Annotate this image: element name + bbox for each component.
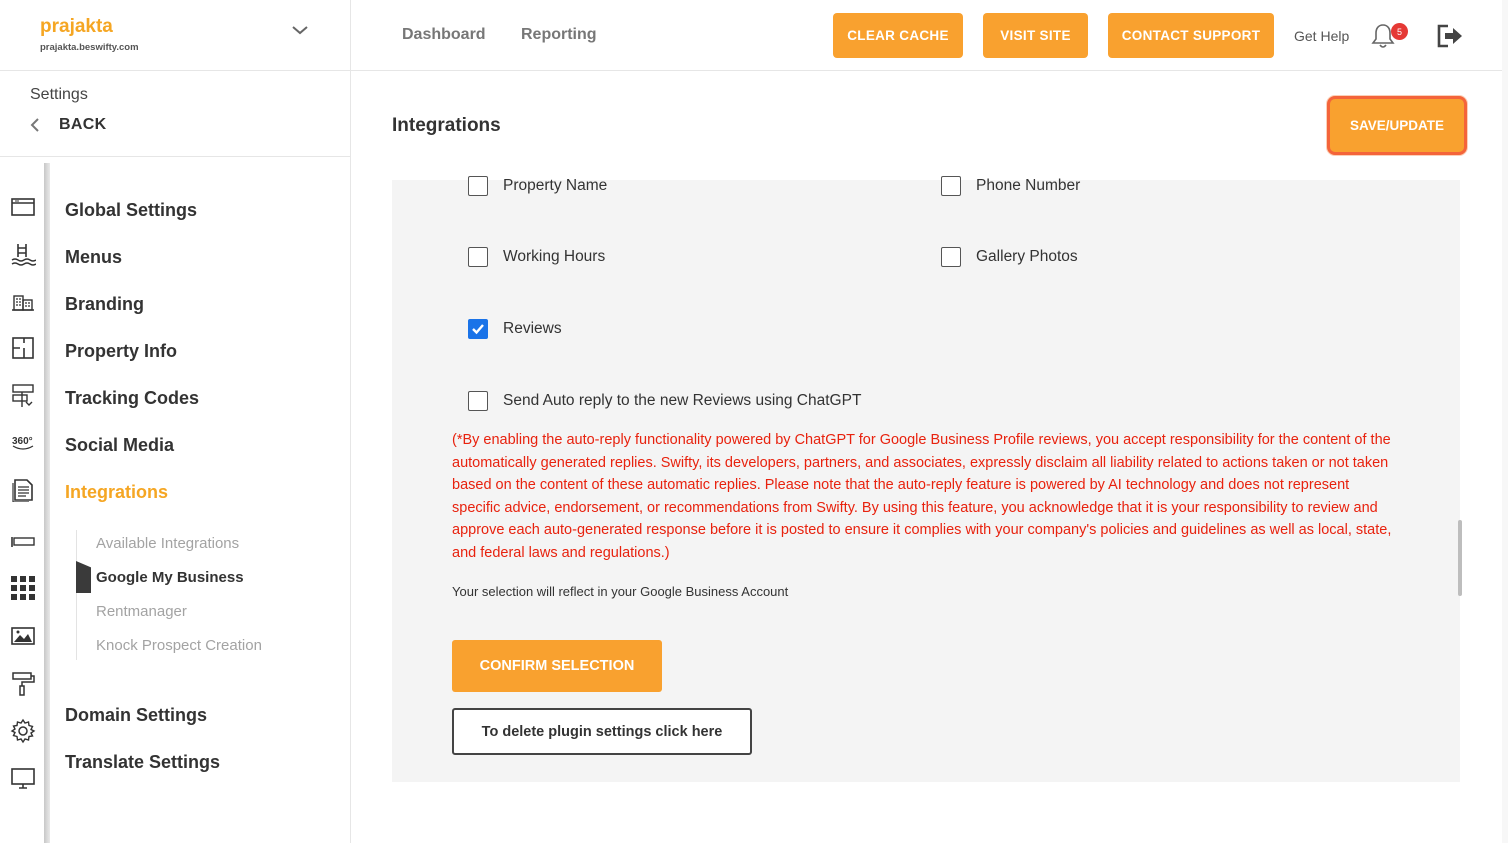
checkbox-reviews[interactable] bbox=[468, 319, 562, 339]
contact-support-button[interactable]: CONTACT SUPPORT bbox=[1108, 13, 1274, 58]
save-update-button[interactable]: SAVE/UPDATE bbox=[1327, 96, 1467, 155]
nav-dashboard[interactable]: Dashboard bbox=[402, 26, 486, 43]
document-icon[interactable] bbox=[9, 475, 36, 502]
paint-roller-icon[interactable] bbox=[9, 669, 36, 696]
menu-item-property-info[interactable]: Property Info bbox=[65, 341, 178, 361]
brand-url: prajakta.beswifty.com bbox=[40, 42, 139, 53]
chevron-down-icon[interactable] bbox=[290, 22, 310, 38]
checkmark-icon bbox=[471, 323, 485, 335]
visit-site-button[interactable]: VISIT SITE bbox=[983, 13, 1088, 58]
clear-cache-button[interactable]: CLEAR CACHE bbox=[833, 13, 963, 58]
notification-badge: 5 bbox=[1391, 23, 1408, 40]
logout-icon[interactable] bbox=[1436, 23, 1466, 49]
checkbox-box[interactable] bbox=[941, 176, 961, 196]
confirm-selection-button[interactable]: CONFIRM SELECTION bbox=[452, 640, 662, 692]
checkbox-property-name[interactable] bbox=[468, 176, 607, 196]
checkbox-label: Phone Number bbox=[976, 177, 1081, 194]
image-icon[interactable] bbox=[9, 622, 36, 649]
checkbox-box[interactable] bbox=[468, 391, 488, 411]
chatgpt-disclaimer: (*By enabling the auto-reply functionality powered by ChatGPT for Google Business Profile reviews, you accept responsibility for the content of the automatically generated replies. Swifty, its developers, partners, and associates, expressly disclaim all liability related to actions taken or not taken based on the content of these automatic replies. Please note that the auto-reply feature is powered by AI technology and does not represent specific advice, endorsement, or recommendations from Swifty. By using this feature, you acknowledge that it is your responsibility to review and approve each auto-generated response before it is posted to ensure it complies with your company's policies and guidelines as well as local, state, and federal laws and regulations.) bbox=[452, 432, 1392, 561]
icon-rail bbox=[0, 163, 46, 843]
checkbox-auto-reply-chatgpt[interactable] bbox=[468, 391, 861, 411]
checkbox-phone-number[interactable] bbox=[941, 176, 1080, 196]
360-view-icon[interactable] bbox=[9, 428, 36, 455]
rail-divider bbox=[44, 163, 50, 843]
menu-item-tracking-codes[interactable]: Tracking Codes bbox=[65, 388, 200, 408]
settings-title: Settings bbox=[30, 86, 88, 103]
top-bar bbox=[351, 0, 1508, 71]
submenu-item-google-my-business[interactable]: Google My Business bbox=[96, 569, 244, 586]
browser-window-icon[interactable] bbox=[9, 193, 36, 220]
checkbox-label: Property Name bbox=[503, 177, 608, 194]
pool-icon[interactable] bbox=[9, 240, 36, 267]
selection-note: Your selection will reflect in your Google Business Account bbox=[452, 584, 789, 599]
menu-item-domain-settings[interactable]: Domain Settings bbox=[65, 705, 208, 725]
checkbox-working-hours[interactable] bbox=[468, 247, 605, 267]
checkbox-label: Send Auto reply to the new Reviews using ChatGPT bbox=[503, 392, 862, 409]
menu-item-branding[interactable]: Branding bbox=[65, 294, 144, 314]
grid-apps-icon[interactable] bbox=[9, 574, 36, 601]
get-help-link[interactable]: Get Help bbox=[1294, 28, 1350, 44]
back-label: BACK bbox=[59, 116, 107, 133]
checkbox-label: Reviews bbox=[503, 320, 562, 337]
menu-item-translate-settings[interactable]: Translate Settings bbox=[65, 752, 221, 772]
checkbox-box[interactable] bbox=[941, 247, 961, 267]
nav-reporting[interactable]: Reporting bbox=[521, 26, 597, 43]
menu-item-integrations[interactable]: Integrations bbox=[65, 482, 169, 502]
checkbox-gallery-photos[interactable] bbox=[941, 247, 1078, 267]
menu-item-social-media[interactable]: Social Media bbox=[65, 435, 175, 455]
chevron-left-icon bbox=[28, 116, 42, 134]
building-icon[interactable] bbox=[9, 287, 36, 314]
panel-scrollbar-thumb[interactable] bbox=[1458, 520, 1462, 596]
page-scrollbar[interactable] bbox=[1502, 0, 1508, 843]
checkbox-box[interactable] bbox=[468, 176, 488, 196]
sign-icon[interactable] bbox=[9, 528, 36, 555]
submenu-divider bbox=[76, 530, 77, 660]
monitor-icon[interactable] bbox=[9, 764, 36, 791]
checkbox-label: Gallery Photos bbox=[976, 248, 1078, 265]
menu-item-global-settings[interactable]: Global Settings bbox=[65, 200, 198, 220]
floorplan-icon[interactable] bbox=[9, 334, 36, 361]
checkbox-box[interactable] bbox=[468, 247, 488, 267]
delete-plugin-settings-button[interactable]: To delete plugin settings click here bbox=[452, 708, 752, 755]
menu-item-menus[interactable]: Menus bbox=[65, 247, 123, 267]
submenu-item-rentmanager[interactable]: Rentmanager bbox=[96, 603, 187, 620]
brand-header[interactable] bbox=[0, 0, 351, 71]
back-button[interactable] bbox=[28, 116, 106, 134]
svg-text:360°: 360° bbox=[11, 435, 33, 447]
gear-icon[interactable] bbox=[9, 717, 36, 744]
signpost-icon[interactable] bbox=[9, 381, 36, 408]
brand-name: prajakta bbox=[40, 16, 113, 37]
page-title: Integrations bbox=[392, 115, 501, 136]
checkbox-box[interactable] bbox=[468, 319, 488, 339]
submenu-item-knock-prospect-creation[interactable]: Knock Prospect Creation bbox=[96, 637, 262, 654]
checkbox-label: Working Hours bbox=[503, 248, 606, 265]
settings-header bbox=[0, 71, 351, 157]
submenu-item-available-integrations[interactable]: Available Integrations bbox=[96, 535, 240, 552]
